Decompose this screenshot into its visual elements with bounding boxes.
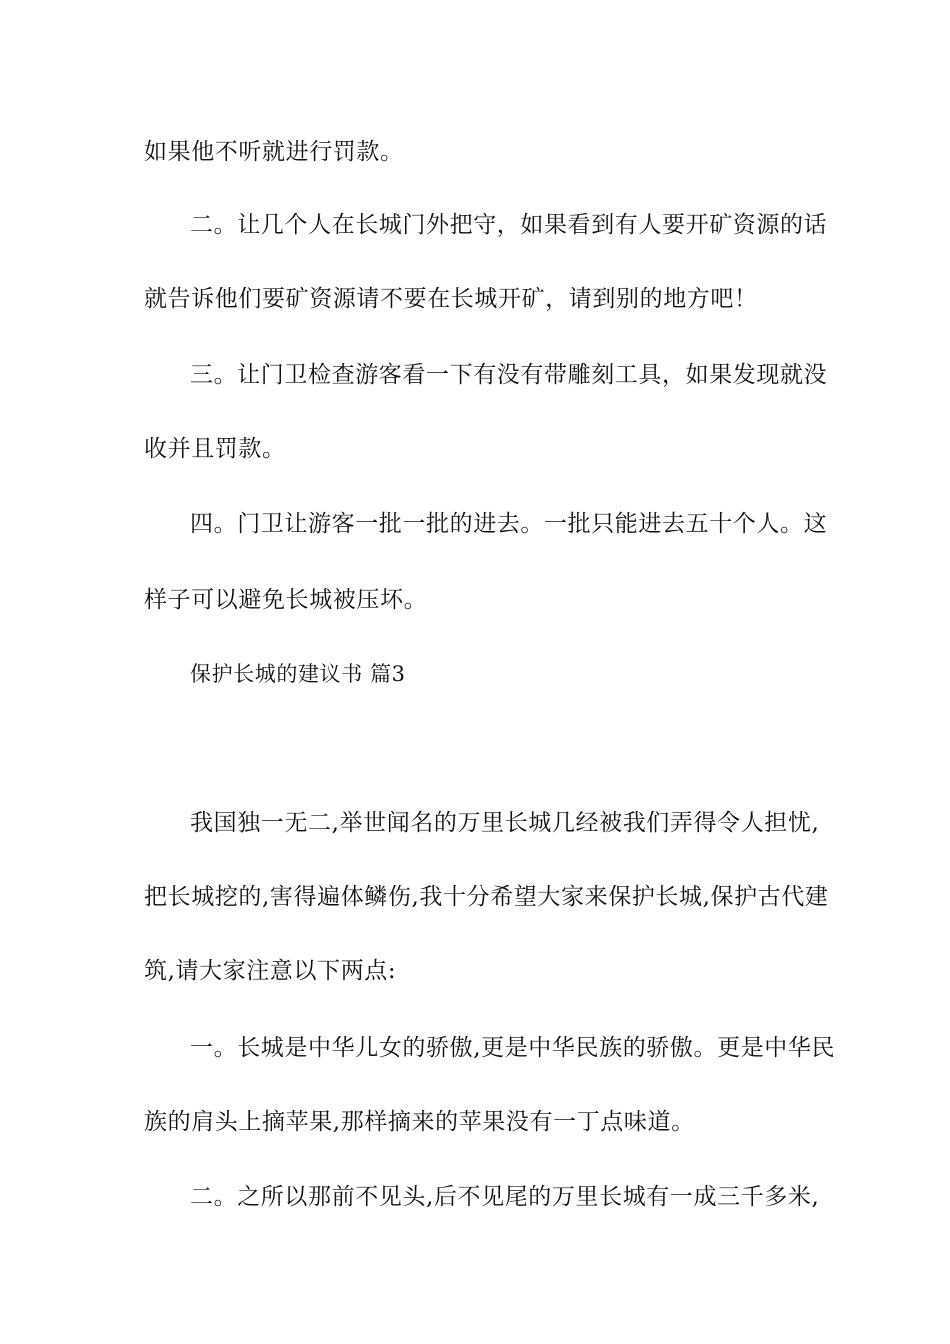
section-heading: 保护长城的建议书 篇3 (190, 662, 406, 686)
text-line: 样子可以避免长城被压坏。 (144, 587, 428, 613)
text-line: 三。让门卫检查游客看一下有没有带雕刻工具，如果发现就没 (190, 362, 828, 388)
text-line: 把长城挖的,害得遍体鳞伤,我十分希望大家来保护长城,保护古代建 (144, 884, 829, 910)
text-line: 收并且罚款。 (144, 436, 286, 462)
text-line: 一。长城是中华儿女的骄傲,更是中华民族的骄傲。更是中华民 (190, 1035, 836, 1061)
text-line: 我国独一无二,举世闻名的万里长城几经被我们弄得令人担忧, (190, 810, 820, 836)
text-line: 二。让几个人在长城门外把守，如果看到有人要开矿资源的话 (190, 212, 828, 238)
text-line: 族的肩头上摘苹果,那样摘来的苹果没有一丁点味道。 (144, 1109, 695, 1135)
text-line: 如果他不听就进行罚款。 (144, 139, 404, 165)
text-line: 就告诉他们要矿资源请不要在长城开矿，请到别的地方吧！ (144, 286, 758, 312)
text-line: 二。之所以那前不见头,后不见尾的万里长城有一成三千多米, (190, 1184, 820, 1210)
text-line: 四。门卫让游客一批一批的进去。一批只能进去五十个人。这 (190, 511, 828, 537)
text-line: 筑,请大家注意以下两点: (144, 958, 397, 984)
